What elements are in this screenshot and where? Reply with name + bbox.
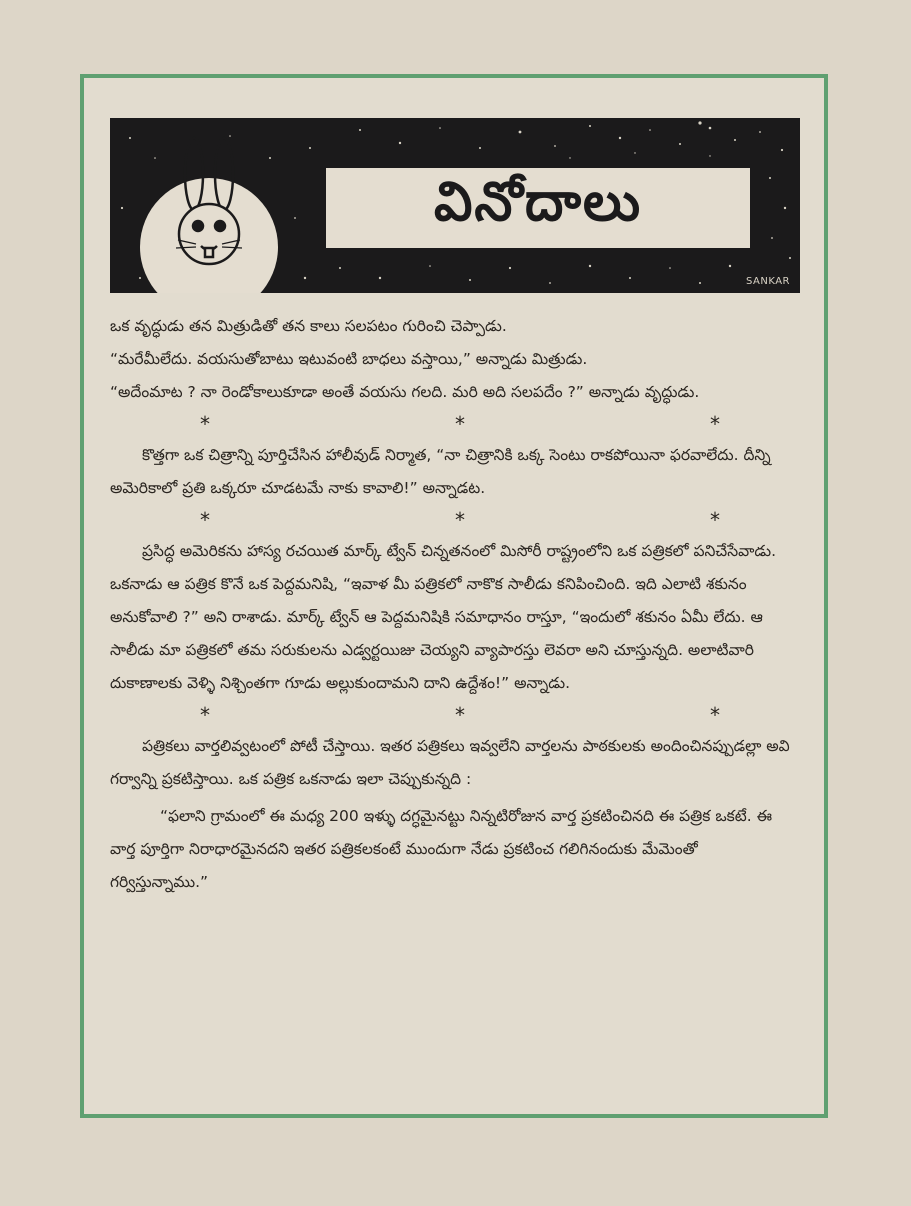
title-box <box>326 168 750 248</box>
paragraph: కొత్తగా ఒక చిత్రాన్ని పూర్తిచేసిన హాలీవుడ్ నిర్మాత, “నా చిత్రానికి ఒక్క సెంటు రాకపోయినా ఫరవాలేదు. దీన్ని అమెరికాలో ప్రతి ఒక్కరూ చూడటమే నాకు కావాలి!” అన్నాడట. <box>110 446 771 497</box>
asterisk: * <box>710 703 720 727</box>
asterisk: * <box>200 508 210 532</box>
paragraph: “అదేంమాట ? నా రెండోకాలుకూడా అంతే వయసు గలది. మరి అది సలపదేం ?” అన్నాడు వృద్ధుడు. <box>110 383 700 401</box>
asterisk: * <box>455 412 465 436</box>
asterisk: * <box>200 703 210 727</box>
section-separator <box>110 409 800 439</box>
paragraph: పత్రికలు వార్తలివ్వటంలో పోటీ చేస్తాయి. ఇతర పత్రికలు ఇవ్వలేని వార్తలను పాఠకులకు అందించినప్పుడల్లా అవి గర్వాన్ని ప్రకటిస్తాయి. ఒక పత్రిక ఒకనాడు ఇలా చెప్పుకున్నది : <box>110 737 790 788</box>
section-separator <box>110 505 800 535</box>
paragraph: “మరేమీలేదు. వయసుతోబాటు ఇటువంటి బాధలు వస్తాయి,” అన్నాడు మిత్రుడు. <box>110 350 588 368</box>
asterisk: * <box>455 508 465 532</box>
asterisk: * <box>200 412 210 436</box>
page-title: వినోదాలు <box>433 169 643 233</box>
asterisk: * <box>455 703 465 727</box>
page-frame <box>80 74 828 1118</box>
rabbit-face-icon <box>168 134 252 274</box>
article-body <box>110 310 800 899</box>
asterisk: * <box>710 508 720 532</box>
paragraph: ఒక వృద్ధుడు తన మిత్రుడితో తన కాలు సలపటం గురించి చెప్పాడు. <box>110 317 507 335</box>
quoted-paragraph: “ఫలాని గ్రామంలో ఈ మధ్య 200 ఇళ్ళు దగ్ధమైనట్టు నిన్నటిరోజున వార్త ప్రకటించినది ఈ పత్రిక ఒకటే. ఈ వార్త పూర్తిగా నిరాధారమైనదని ఇతర పత్రికలకంటే ముందుగా నేడు ప్రకటించ గలిగినందుకు మేమెంతో గర్విస్తున్నాము.” <box>110 807 772 891</box>
paragraph: ప్రసిద్ధ అమెరికను హాస్య రచయిత మార్క్ ట్వేన్ చిన్నతనంలో మిసోరీ రాష్ట్రంలోని ఒక పత్రికలో పనిచేసేవాడు. ఒకనాడు ఆ పత్రిక కొనే ఒక పెద్దమనిషి, “ఇవాళ మీ పత్రికలో నాకొక సాలీడు కనిపించింది. ఇది ఎలాటి శకునం అనుకోవాలి ?” అని రాశాడు. మార్క్ ట్వేన్ ఆ పెద్దమనిషికి సమాధానం రాస్తూ, “ఇందులో శకునం ఏమీ లేదు. ఆ సాలీడు మా పత్రికలో తమ సరుకులను ఎడ్వర్టయిజు చెయ్యని వ్యాపారస్తు లెవరా అని చూస్తున్నది. అలాటివారి దుకాణాలకు వెళ్ళి నిశ్చింతగా గూడు అల్లుకుందామని దాని ఉద్దేశం!” అన్నాడు. <box>110 542 777 692</box>
section-separator <box>110 700 800 730</box>
header-banner <box>110 118 800 293</box>
artist-signature: SANKAR <box>745 276 790 287</box>
asterisk: * <box>710 412 720 436</box>
